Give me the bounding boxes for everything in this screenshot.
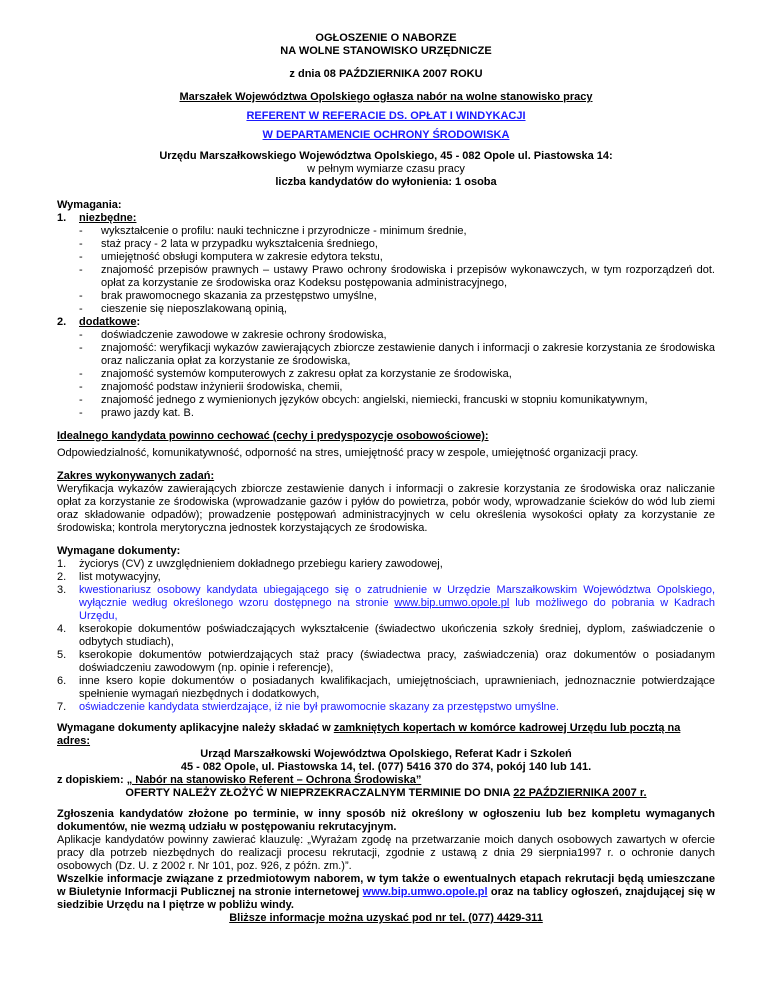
announcement-intro: Marszałek Województwa Opolskiego ogłasza nabór na wolne stanowisko pracy (179, 91, 593, 103)
list-item: - umiejętność obsługi komputera w zakresie edytora tekstu, (57, 251, 715, 264)
address-line-1: Urząd Marszałkowski Województwa Opolskiego, Referat Kadr i Szkoleń (200, 748, 572, 760)
list-item-text: znajomość podstaw inżynierii środowiska, chemii, (101, 381, 343, 393)
item-number: 2. (57, 571, 67, 583)
deadline-text: OFERTY NALEŻY ZŁOŻYĆ W NIEPRZEKRACZALNYM TERMINIE DO DNIA (125, 787, 514, 799)
list-item: - znajomość systemów komputerowych z zakresu opłat za korzystanie ze środowiska, (57, 368, 715, 381)
address-line-2: 45 - 082 Opole, ul. Piastowska 14, tel. (077) 5416 370 do 374, pokój 140 lub 141. (180, 761, 592, 773)
item-number: 4. (57, 623, 67, 635)
office-address: Urzędu Marszałkowskiego Województwa Opolskiego, 45 - 082 Opole ul. Piastowska 14: (159, 150, 613, 162)
list-item (57, 649, 715, 675)
candidates-count: liczba kandydatów do wyłonienia: 1 osoba (275, 176, 497, 188)
documents-heading: Wymagane dokumenty: (57, 545, 181, 557)
list-item: - znajomość jednego z wymienionych języków obcych: angielski, niemiecki, francuski w stopniu komunikatywnym, (57, 394, 715, 407)
list-item-text: kserokopie dokumentów potwierdzających staż pracy (świadectwa pracy, zaświadczenia) oraz dokumentów o posiadanym doświadczeniu zawodowym (np. opinie i referencje), (79, 649, 715, 674)
list-item: - prawo jazdy kat. B. (57, 407, 715, 420)
info-text: oraz na tablicy ogłoszeń, znajdującej się w siedzibie Urzędu na I piętrze w pobliżu windy. (57, 886, 715, 911)
list-item-text: brak prawomocnego skazania za przestępstwo umyślne, (101, 290, 377, 302)
requirements-section (57, 199, 715, 420)
duties-heading: Zakres wykonywanych zadań: (57, 470, 215, 482)
traits-text: Odpowiedzialność, komunikatywność, odporność na stres, umiejętność pracy w zespole, umiejętność organizacji pracy. (57, 447, 639, 459)
mandatory-heading (57, 212, 715, 225)
footer-section (57, 808, 715, 925)
late-submission-note: Zgłoszenia kandydatów złożone po terminie, w inny sposób niż określony w ogłoszeniu lub bez kompletu wymaganych dokumentów, nie wezmą udziału w postępowaniu rekrutacyjnym. (57, 808, 715, 833)
list-item-text: kwestionariusz osobowy kandydata ubiegającego się o zatrudnienie w Urzędzie Marszałkowskim Województwa Opolskiego, wyłącznie według określonego wzoru dostępnego na stronie (79, 584, 715, 609)
list-item-text: cieszenie się nieposzlakowaną opinią, (101, 303, 287, 315)
list-item-text: znajomość przepisów prawnych – ustawy Prawo ochrony środowiska i przepisów wykonawczych, w tym rozporządzeń dot. opłat za korzystanie ze środowiska oraz Kodeksu postępowania administracyjnego, (101, 264, 715, 289)
list-item-text: znajomość jednego z wymienionych języków obcych: angielski, niemiecki, francuski w stopniu komunikatywnym, (101, 394, 648, 406)
list-item: - wykształcenie o profilu: nauki techniczne i przyrodnicze - minimum średnie, (57, 225, 715, 238)
item-number: 1. (57, 558, 67, 570)
bip-link[interactable]: www.bip.umwo.opole.pl (362, 886, 488, 898)
list-item: - staż pracy - 2 lata w przypadku wykształcenia średniego, (57, 238, 715, 251)
submission-intro: Wymagane dokumenty aplikacyjne należy składać w (57, 722, 334, 734)
list-item-text: list motywacyjny, (79, 571, 161, 583)
list-item (57, 571, 715, 584)
list-item: - znajomość podstaw inżynierii środowiska, chemii, (57, 381, 715, 394)
position-title: REFERENT W REFERACIE DS. OPŁAT I WINDYKACJI (246, 110, 526, 122)
list-item: - doświadczenie zawodowe w zakresie ochrony środowiska, (57, 329, 715, 342)
list-item: - znajomość przepisów prawnych – ustawy Prawo ochrony środowiska i przepisów wykonawczych, w tym rozporządzeń dot. opłat za korzystanie ze środowiska oraz Kodeksu postępowania administracyjnego, (79, 264, 715, 289)
note-text: „ Nabór na stanowisko Referent – Ochrona Środowiska” (126, 774, 422, 786)
consent-clause: Aplikacje kandydatów powinny zawierać klauzulę: „Wyrażam zgodę na przetwarzanie moich danych osobowych zawartych w ofercie pracy dla potrzeb niezbędnych do realizacji procesu rekrutacji, zgodnie z ustawą z dnia 29 sierpnia1997 r. o ochronie danych osobowych (Dz. U. z 2002 r. Nr 101, poz. 926, z późn. zm.)”. (57, 834, 715, 872)
mandatory-label: niezbędne: (79, 212, 137, 224)
announcement-title (57, 32, 715, 58)
bip-link[interactable]: www.bip.umwo.opole.pl (394, 597, 510, 609)
list-item-text: wykształcenie o profilu: nauki techniczne i przyrodnicze - minimum średnie, (101, 225, 467, 237)
documents-section (57, 545, 715, 714)
list-item (57, 701, 715, 714)
list-item-text: prawo jazdy kat. B. (101, 407, 194, 419)
item-number: 3. (57, 584, 67, 596)
item-number: 5. (57, 649, 67, 661)
list-item (57, 584, 715, 623)
traits-heading: Idealnego kandydata powinno cechować (cechy i predyspozycje osobowościowe): (57, 430, 489, 442)
department-title: W DEPARTAMENCIE OCHRONY ŚRODOWISKA (262, 129, 510, 141)
list-item-text: życiorys (CV) z uwzględnieniem dokładnego przebiegu kariery zawodowej, (79, 558, 443, 570)
title-line-2: NA WOLNE STANOWISKO URZĘDNICZE (280, 45, 492, 57)
list-item (57, 675, 715, 701)
list-item-text: staż pracy - 2 lata w przypadku wykształcenia średniego, (101, 238, 378, 250)
list-item-text: lub możliwego do pobrania w Kadrach Urzędu, (79, 597, 715, 622)
additional-label: dodatkowe (79, 316, 137, 328)
mandatory-number: 1. (57, 212, 67, 224)
list-item-text: znajomość systemów komputerowych z zakresu opłat za korzystanie ze środowiska, (101, 368, 512, 380)
list-item: - cieszenie się nieposzlakowaną opinią, (57, 303, 715, 316)
list-item-text: znajomość: weryfikacji wykazów zawierających zbiorcze zestawienie danych i informacji o zakresie korzystania ze środowiska oraz naliczania opłat za korzystanie ze środowiska, (101, 342, 715, 367)
traits-section (57, 430, 715, 460)
submission-intro-underlined: zamkniętych kopertach w komórce kadrowej Urzędu lub pocztą na adres: (57, 722, 681, 747)
list-item (57, 623, 715, 649)
submission-section (57, 722, 715, 800)
list-item-text: umiejętność obsługi komputera w zakresie edytora tekstu, (101, 251, 383, 263)
duties-text: Weryfikacja wykazów zawierających zbiorcze zestawienie danych i informacji o zakresie korzystania ze środowiska oraz naliczanie opłat za korzystanie ze środowiska (wprowadzanie gazów i pyłów do powietrza, pobór wody, wprowadzanie ścieków do wód lub ziemi oraz składowanie odpadów); prowadzenie postępowań administracyjnych w celu określenia wysokości opłaty za korzystanie ze środowiska; kontrola merytoryczna jednostek korzystających ze środowiska. (57, 483, 715, 534)
announcement-date: z dnia 08 PAŹDZIERNIKA 2007 ROKU (289, 68, 483, 80)
document-page (57, 32, 715, 925)
list-item-text: inne ksero kopie dokumentów o posiadanych kwalifikacjach, umiejętnościach, uprawnieniach, jednoznacznie potwierdzające spełnienie wymagań niezbędnych i dodatkowych, (79, 675, 715, 700)
info-text: Wszelkie informacje związane z przedmiotowym naborem, w tym także o ewentualnych etapach rekrutacji będą umieszczane w Biuletynie Informacji Publicznej na stronie internetowej (57, 873, 715, 898)
list-item (57, 558, 715, 571)
title-line-1: OGŁOSZENIE O NABORZE (315, 32, 457, 44)
workload: w pełnym wymiarze czasu pracy (307, 163, 465, 175)
item-number: 6. (57, 675, 67, 687)
item-number: 7. (57, 701, 67, 713)
deadline-date: 22 PAŹDZIERNIKA 2007 r. (513, 787, 647, 799)
list-item: - znajomość: weryfikacji wykazów zawierających zbiorcze zestawienie danych i informacji o zakresie korzystania ze środowiska oraz naliczania opłat za korzystanie ze środowiska, (79, 342, 715, 367)
duties-section (57, 470, 715, 535)
list-item-text: doświadczenie zawodowe w zakresie ochrony środowiska, (101, 329, 387, 341)
list-item: - brak prawomocnego skazania za przestępstwo umyślne, (57, 290, 715, 303)
list-item-text: oświadczenie kandydata stwierdzające, iż nie był prawomocnie skazany za przestępstwo umyślne. (79, 701, 559, 713)
requirements-heading: Wymagania: (57, 199, 122, 211)
additional-number: 2. (57, 316, 67, 328)
list-item-text: kserokopie dokumentów poświadczających wykształcenie (świadectwo ukończenia szkoły średniej, dyplom, zaświadczenie o odbytych studiach), (79, 623, 715, 648)
note-label: z dopiskiem: (57, 774, 127, 786)
contact-line: Bliższe informacje można uzyskać pod nr tel. (077) 4429-311 (229, 912, 543, 924)
additional-heading: 2. dodatkowe: (57, 316, 141, 328)
